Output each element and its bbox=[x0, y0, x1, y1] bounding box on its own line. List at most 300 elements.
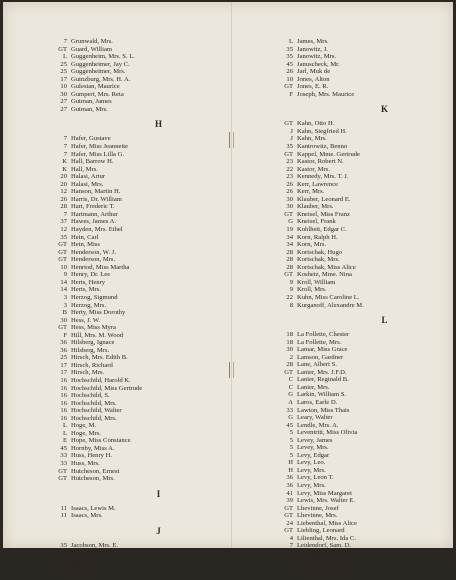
entry-name: Loesser, Mrs. Julia bbox=[297, 565, 347, 572]
entry-name: Kortschak, Hugo bbox=[297, 248, 343, 256]
directory-entry bbox=[279, 256, 456, 264]
directory-entry bbox=[279, 542, 456, 550]
directory-entry bbox=[279, 166, 456, 174]
entry-code: 7 bbox=[63, 150, 67, 158]
entry-name: Isaacs, Mrs. bbox=[71, 512, 103, 520]
entry-name: Hochschild, S. bbox=[71, 392, 110, 400]
entry-code: 16 bbox=[60, 414, 67, 422]
entry-name: Levy, Edgar bbox=[297, 451, 330, 459]
entry-name: James, Mrs. bbox=[297, 38, 329, 45]
entry-code: 30 bbox=[286, 203, 293, 211]
entry-code: G bbox=[288, 218, 293, 226]
directory-entry bbox=[53, 151, 248, 159]
entry-code: 12 bbox=[60, 188, 67, 196]
entry-code: 2 bbox=[289, 353, 293, 361]
directory-entry bbox=[279, 211, 456, 219]
directory-entry bbox=[53, 512, 248, 520]
entry-name: Kroll, William bbox=[297, 278, 336, 286]
entry-code: 36 bbox=[286, 474, 293, 482]
directory-entry bbox=[53, 234, 248, 242]
directory-entry bbox=[53, 309, 248, 317]
entry-code: 23 bbox=[286, 173, 293, 181]
directory-page bbox=[3, 2, 453, 580]
entry-name: Herts, Mrs. bbox=[71, 286, 101, 294]
entry-code: GT bbox=[284, 557, 293, 565]
entry-code: GT bbox=[284, 120, 293, 128]
entry-name: Huss, Mrs. bbox=[71, 459, 100, 467]
entry-name: Lhevinne, Mrs. bbox=[297, 512, 338, 520]
entry-name: Halasi, Mrs. bbox=[71, 180, 104, 188]
entry-code: E bbox=[62, 437, 67, 445]
entry-name: Hess, J. W. bbox=[71, 316, 101, 324]
entry-code: 18 bbox=[286, 331, 293, 339]
entry-code: 26 bbox=[286, 180, 293, 188]
entry-code: 16 bbox=[60, 376, 67, 384]
entry-name: Korn, Mrs. bbox=[297, 241, 327, 249]
entry-code: GT bbox=[58, 241, 67, 249]
entry-name: Jais, Mrs. bbox=[71, 556, 97, 564]
directory-entry bbox=[53, 415, 248, 423]
directory-entry bbox=[279, 573, 456, 580]
entry-code: 39 bbox=[286, 572, 293, 580]
directory-entry bbox=[53, 38, 248, 46]
entry-code: 35 bbox=[286, 143, 293, 151]
entry-code: GT bbox=[284, 527, 293, 535]
entry-name: Guinzburg, Mrs. H. A. bbox=[71, 75, 131, 83]
entry-name: La Follette, Mrs. bbox=[297, 338, 342, 346]
directory-entry bbox=[279, 407, 456, 415]
entry-code: 39 bbox=[286, 497, 293, 505]
entry-code: 10 bbox=[60, 263, 67, 271]
directory-entry bbox=[53, 158, 248, 166]
entry-code: 26 bbox=[60, 195, 67, 203]
entry-code: 27 bbox=[60, 105, 67, 113]
directory-entry bbox=[279, 437, 456, 445]
directory-entry bbox=[279, 399, 456, 407]
directory-entry bbox=[279, 38, 456, 46]
entry-code: 17 bbox=[60, 361, 67, 369]
entry-name: Klauber, Mrs. bbox=[297, 203, 334, 211]
entry-code: 35 bbox=[60, 541, 67, 549]
entry-code: GT bbox=[58, 45, 67, 53]
entry-name: Liebling, Leonard bbox=[297, 527, 345, 535]
entry-code: 28 bbox=[286, 256, 293, 264]
entry-name: Kappel, Mme. Gertrude bbox=[297, 150, 360, 158]
entry-name: Harris, Dr. William bbox=[71, 195, 122, 203]
entry-code: GT bbox=[58, 248, 67, 256]
entry-code: 33 bbox=[60, 459, 67, 467]
entry-code: B bbox=[62, 309, 67, 317]
entry-code: GT bbox=[284, 83, 293, 91]
entry-code: 17 bbox=[60, 75, 67, 83]
entry-name: Levy, Mrs. bbox=[297, 481, 326, 489]
directory-entry bbox=[53, 549, 248, 557]
entry-code: 33 bbox=[60, 452, 67, 460]
directory-entry bbox=[279, 520, 456, 528]
entry-name: Jones, Alton bbox=[297, 75, 330, 83]
entry-code: 36 bbox=[286, 481, 293, 489]
left-column bbox=[53, 38, 248, 572]
entry-code: 3 bbox=[63, 301, 67, 309]
entry-name: Isaacs, Lewis M. bbox=[71, 504, 116, 512]
directory-entry bbox=[279, 181, 456, 189]
directory-entry bbox=[279, 128, 456, 136]
section-letter-heading: L bbox=[381, 315, 388, 326]
entry-name: Guggenheim, Mrs. S. L. bbox=[71, 53, 135, 61]
directory-entry bbox=[53, 557, 248, 565]
entry-code: J bbox=[290, 127, 293, 135]
directory-entry bbox=[279, 422, 456, 430]
directory-entry bbox=[279, 249, 456, 257]
entry-code: 28 bbox=[286, 248, 293, 256]
entry-code: 36 bbox=[60, 556, 67, 564]
entry-name: Herts, Henry bbox=[71, 278, 106, 286]
entry-code: GT bbox=[284, 368, 293, 376]
entry-code: H bbox=[288, 459, 293, 467]
entry-name: Hall, Mrs. bbox=[71, 165, 98, 173]
entry-name: Hoge, M. bbox=[71, 422, 97, 430]
directory-entry bbox=[279, 286, 456, 294]
entry-name: Hochschild, Harold K. bbox=[71, 376, 131, 384]
entry-name: Lhevinne, Josef bbox=[297, 504, 339, 512]
directory-entry bbox=[53, 271, 248, 279]
entry-name: Gulesian, Maurice bbox=[71, 83, 120, 91]
directory-entry bbox=[279, 151, 456, 159]
directory-entry bbox=[53, 362, 248, 370]
entry-code: L bbox=[62, 564, 67, 572]
entry-name: Hartmann, Arthur bbox=[71, 210, 118, 218]
directory-entry bbox=[53, 241, 248, 249]
entry-name: Gutman, Mrs. bbox=[71, 105, 108, 113]
entry-code: 30 bbox=[286, 346, 293, 354]
entry-name: Leidendorf, Mrs. bbox=[297, 549, 342, 557]
entry-code: 34 bbox=[286, 233, 293, 241]
entry-code: 5 bbox=[289, 451, 293, 459]
entry-code: 26 bbox=[286, 68, 293, 76]
entry-name: Hornby, Miss A. bbox=[71, 444, 115, 452]
entry-name: Loewenstein, Wilhelm bbox=[297, 572, 357, 580]
entry-code: 3 bbox=[63, 293, 67, 301]
entry-name: Huss, Henry H. bbox=[71, 452, 113, 460]
directory-entry bbox=[279, 196, 456, 204]
entry-code: L bbox=[62, 429, 67, 437]
section-letter-heading: J bbox=[156, 525, 161, 536]
directory-entry bbox=[279, 474, 456, 482]
entry-code: GT bbox=[284, 271, 293, 279]
directory-entry bbox=[53, 61, 248, 69]
entry-name: Lendle, Mrs. A. bbox=[297, 421, 339, 429]
entry-code: 20 bbox=[60, 173, 67, 181]
directory-entry bbox=[53, 468, 248, 476]
entry-name: Jacobson, Mrs. E. bbox=[71, 541, 119, 549]
directory-entry bbox=[53, 46, 248, 54]
directory-entry bbox=[279, 46, 456, 54]
entry-name: Kantrowitz, Benno bbox=[297, 143, 348, 151]
entry-name: Guard, William bbox=[71, 45, 112, 53]
directory-entry bbox=[53, 91, 248, 99]
right-column bbox=[279, 38, 456, 580]
directory-entry bbox=[53, 369, 248, 377]
entry-name: Kuhn, Miss Caroline L. bbox=[297, 293, 360, 301]
entry-name: Kortschak, Miss Alice bbox=[297, 263, 356, 271]
directory-entry bbox=[279, 339, 456, 347]
entry-name: Janowitz, J. bbox=[297, 45, 328, 53]
entry-name: Hanson, Martin H. bbox=[71, 188, 121, 196]
entry-name: Levy, Mrs. bbox=[297, 466, 326, 474]
directory-entry bbox=[53, 68, 248, 76]
entry-name: Herty, Miss Dorothy bbox=[71, 309, 126, 317]
directory-entry bbox=[279, 158, 456, 166]
entry-code: 7 bbox=[63, 38, 67, 45]
entry-name: Lamar, Miss Grace bbox=[297, 346, 348, 354]
entry-code: 36 bbox=[60, 549, 67, 557]
directory-entry bbox=[279, 188, 456, 196]
entry-name: Hirsch, Richard bbox=[71, 361, 113, 369]
directory-entry bbox=[279, 76, 456, 84]
directory-entry bbox=[279, 271, 456, 279]
directory-entry bbox=[279, 346, 456, 354]
directory-entry bbox=[53, 173, 248, 181]
entry-code: 33 bbox=[286, 406, 293, 414]
directory-entry bbox=[53, 377, 248, 385]
entry-code: K bbox=[62, 158, 67, 166]
entry-code: GT bbox=[58, 256, 67, 264]
entry-name: Levy, Leon T. bbox=[297, 474, 334, 482]
directory-entry bbox=[279, 331, 456, 339]
entry-name: Lawton, Miss Thais bbox=[297, 406, 350, 414]
section-letter-heading: K bbox=[380, 104, 388, 115]
entry-name: Jais, Jacob D. bbox=[71, 549, 108, 557]
entry-name: Kroll, Mrs. bbox=[297, 286, 327, 294]
entry-name: Hoge, Mrs. bbox=[71, 429, 101, 437]
directory-entry bbox=[279, 294, 456, 302]
entry-code: 16 bbox=[60, 399, 67, 407]
entry-name: Herzog, Mrs. bbox=[71, 301, 106, 309]
entry-name: Leventritt, Miss Olivia bbox=[297, 429, 358, 437]
directory-entry bbox=[53, 400, 248, 408]
entry-name: Januscheck, Mr. bbox=[297, 60, 340, 68]
entry-name: Hochschild, Miss Gertrude bbox=[71, 384, 143, 392]
directory-entry bbox=[53, 445, 248, 453]
entry-name: Lamson, Gardner bbox=[297, 353, 344, 361]
entry-code: 4 bbox=[289, 534, 293, 542]
directory-entry bbox=[279, 444, 456, 452]
directory-entry bbox=[279, 565, 456, 573]
entry-code: 22 bbox=[286, 293, 293, 301]
directory-entry bbox=[279, 384, 456, 392]
directory-entry bbox=[279, 414, 456, 422]
directory-entry bbox=[53, 437, 248, 445]
directory-entry bbox=[279, 512, 456, 520]
directory-entry bbox=[53, 332, 248, 340]
entry-code: 7 bbox=[289, 549, 293, 557]
directory-entry bbox=[279, 467, 456, 475]
entry-name: Janowitz, Mrs. bbox=[297, 53, 337, 61]
entry-name: Jones, E. R. bbox=[297, 83, 329, 91]
entry-code: 25 bbox=[60, 354, 67, 362]
entry-code: 4 bbox=[289, 565, 293, 572]
entry-name: Hochschild, Walter bbox=[71, 407, 122, 415]
entry-code: 10 bbox=[60, 83, 67, 91]
directory-entry bbox=[279, 550, 456, 558]
entry-name: Lanier, Mrs. J.F.D. bbox=[297, 368, 347, 376]
entry-code: GT bbox=[284, 512, 293, 520]
entry-code: 5 bbox=[289, 429, 293, 437]
entry-code: GT bbox=[284, 150, 293, 158]
directory-entry bbox=[53, 339, 248, 347]
directory-entry bbox=[53, 264, 248, 272]
entry-name: Levy, Miss Margaret bbox=[297, 489, 352, 497]
directory-entry bbox=[53, 211, 248, 219]
directory-entry bbox=[279, 459, 456, 467]
entry-code: 18 bbox=[286, 338, 293, 346]
entry-code: GT bbox=[58, 324, 67, 332]
entry-code: C bbox=[288, 376, 293, 384]
entry-code: 28 bbox=[286, 361, 293, 369]
entry-name: Kastor, Robert N. bbox=[297, 158, 344, 166]
entry-name: Henderson, Mrs. bbox=[71, 256, 116, 264]
entry-code: 25 bbox=[60, 68, 67, 76]
entry-name: Hein, Miss bbox=[71, 241, 100, 249]
entry-code: 7 bbox=[63, 143, 67, 151]
entry-code: 35 bbox=[60, 233, 67, 241]
entry-code: 35 bbox=[286, 53, 293, 61]
directory-entry bbox=[53, 53, 248, 61]
directory-entry bbox=[279, 369, 456, 377]
entry-name: Hart, Frederic T. bbox=[71, 203, 115, 211]
directory-entry bbox=[53, 294, 248, 302]
entry-name: Kahn, Mrs. bbox=[297, 135, 327, 143]
entry-code: 20 bbox=[60, 180, 67, 188]
entry-name: Kneisel, Miss Franz bbox=[297, 210, 350, 218]
entry-name: Hilsberg, Mrs. bbox=[71, 346, 110, 354]
directory-entry bbox=[53, 249, 248, 257]
entry-name: Kahn, Siegfried H. bbox=[297, 127, 347, 135]
entry-code: 24 bbox=[286, 519, 293, 527]
entry-code: GT bbox=[58, 467, 67, 475]
directory-entry bbox=[53, 324, 248, 332]
directory-entry bbox=[279, 264, 456, 272]
section-letter-heading: I bbox=[156, 488, 161, 499]
entry-name: James, Philip bbox=[71, 564, 107, 572]
entry-code: GT bbox=[58, 475, 67, 483]
entry-code: 5 bbox=[289, 444, 293, 452]
entry-code: 16 bbox=[60, 407, 67, 415]
entry-code: 45 bbox=[286, 60, 293, 68]
entry-name: Koshetz, Mme. Nina bbox=[297, 271, 352, 279]
directory-entry bbox=[53, 143, 248, 151]
entry-name: Hirsch, Mrs. Edith B. bbox=[71, 354, 128, 362]
directory-entry bbox=[53, 475, 248, 483]
entry-code: H bbox=[288, 466, 293, 474]
directory-entry bbox=[279, 557, 456, 565]
directory-entry bbox=[279, 535, 456, 543]
entry-name: Gumpert, Mrs. Reta bbox=[71, 90, 124, 98]
directory-entry bbox=[53, 135, 248, 143]
directory-entry bbox=[279, 218, 456, 226]
directory-entry bbox=[53, 196, 248, 204]
entry-name: Hess, Miss Myra bbox=[71, 324, 116, 332]
directory-entry bbox=[279, 452, 456, 460]
directory-entry bbox=[53, 317, 248, 325]
entry-code: 34 bbox=[286, 241, 293, 249]
directory-entry bbox=[53, 286, 248, 294]
entry-name: Kahn, Otto H. bbox=[297, 120, 335, 128]
directory-entry bbox=[279, 53, 456, 61]
entry-name: Liebling, Leonard bbox=[297, 557, 345, 565]
entry-name: Kennedy, Mrs. T. J. bbox=[297, 173, 349, 181]
entry-name: Gutman, James bbox=[71, 98, 112, 106]
directory-entry bbox=[279, 120, 456, 128]
entry-code: 5 bbox=[289, 436, 293, 444]
entry-code: L bbox=[62, 53, 67, 61]
directory-entry bbox=[279, 354, 456, 362]
entry-code: 37 bbox=[60, 218, 67, 226]
entry-code: 14 bbox=[60, 278, 67, 286]
entry-code: 30 bbox=[60, 316, 67, 324]
entry-code: 22 bbox=[286, 165, 293, 173]
entry-code: GT bbox=[284, 210, 293, 218]
directory-entry bbox=[279, 505, 456, 513]
directory-entry bbox=[53, 302, 248, 310]
entry-code: GT bbox=[284, 504, 293, 512]
directory-entry bbox=[53, 392, 248, 400]
directory-entry bbox=[279, 391, 456, 399]
entry-code: 28 bbox=[286, 263, 293, 271]
entry-code: 17 bbox=[60, 369, 67, 377]
directory-entry bbox=[53, 347, 248, 355]
directory-entry bbox=[53, 218, 248, 226]
entry-code: C bbox=[288, 383, 293, 391]
entry-code: 36 bbox=[60, 346, 67, 354]
entry-name: Liebenthal, Miss Alice bbox=[297, 519, 357, 527]
entry-code: L bbox=[288, 38, 293, 45]
directory-entry bbox=[53, 76, 248, 84]
entry-code: F bbox=[289, 90, 293, 98]
entry-code: 11 bbox=[60, 504, 67, 512]
entry-name: Leidendorf, Sam. D. bbox=[297, 542, 352, 550]
entry-name: Henriod, Miss Martha bbox=[71, 263, 130, 271]
directory-entry bbox=[53, 354, 248, 362]
entry-name: Lanier, Reginald B. bbox=[297, 376, 349, 384]
entry-code: 26 bbox=[286, 188, 293, 196]
directory-entry bbox=[53, 166, 248, 174]
entry-code: 45 bbox=[60, 444, 67, 452]
entry-code: 9 bbox=[289, 286, 293, 294]
entry-code: 27 bbox=[60, 98, 67, 106]
entry-name: Lilienthal, Mrs. Ida C. bbox=[297, 534, 356, 542]
directory-entry bbox=[53, 256, 248, 264]
directory-entry bbox=[53, 542, 248, 550]
entry-code: J bbox=[290, 135, 293, 143]
directory-entry bbox=[279, 241, 456, 249]
entry-name: Levey, Mrs. bbox=[297, 444, 329, 452]
directory-entry bbox=[279, 226, 456, 234]
entry-name: Hutcheson, Mrs. bbox=[71, 475, 115, 483]
entry-name: Kohlhett, Edgar C. bbox=[297, 226, 347, 234]
entry-name: Hayden, Mrs. Ethel bbox=[71, 226, 123, 234]
entry-code: 14 bbox=[60, 286, 67, 294]
entry-code: G bbox=[288, 391, 293, 399]
entry-name: Larkin, William S. bbox=[297, 391, 347, 399]
entry-code: A bbox=[288, 398, 293, 406]
entry-name: Herzog, Sigmund bbox=[71, 293, 118, 301]
entry-code: L bbox=[62, 422, 67, 430]
entry-code: 12 bbox=[60, 226, 67, 234]
directory-entry bbox=[53, 460, 248, 468]
directory-entry bbox=[53, 188, 248, 196]
directory-entry bbox=[279, 61, 456, 69]
